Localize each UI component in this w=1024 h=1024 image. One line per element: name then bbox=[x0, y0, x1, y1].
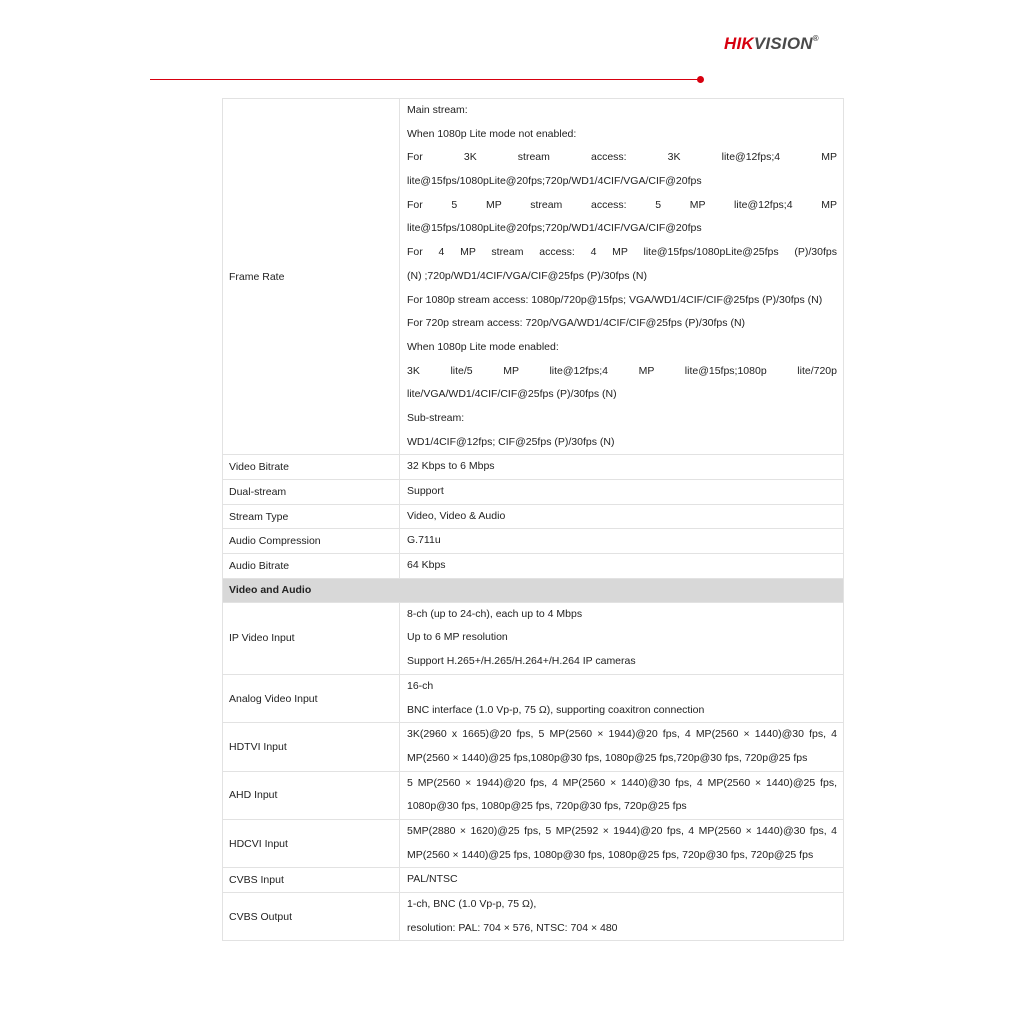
spec-value-line: 5MP(2880 × 1620)@25 fps, 5 MP(2592 × 1944)@20 fps, 4 MP(2560 × 1440)@30 fps, 4 bbox=[407, 824, 837, 837]
spec-value bbox=[400, 893, 844, 941]
spec-value-line: Support H.265+/H.265/H.264+/H.264 IP cameras bbox=[407, 655, 636, 668]
spec-label: Stream Type bbox=[223, 504, 400, 529]
spec-value bbox=[400, 529, 844, 554]
spec-value-line: lite@15fps/1080pLite@20fps;720p/WD1/4CIF/VGA/CIF@20fps bbox=[407, 222, 702, 235]
spec-value-line: 32 Kbps to 6 Mbps bbox=[407, 460, 495, 473]
spec-value-line: G.711u bbox=[407, 534, 441, 547]
spec-row bbox=[223, 674, 844, 722]
spec-value-line: For 5 MP stream access: 5 MP lite@12fps;4 MP bbox=[407, 198, 837, 211]
spec-row bbox=[223, 554, 844, 579]
header-divider bbox=[150, 79, 698, 80]
spec-label: IP Video Input bbox=[223, 602, 400, 674]
spec-row bbox=[223, 723, 844, 771]
section-header: Video and Audio bbox=[223, 578, 844, 602]
spec-row bbox=[223, 868, 844, 893]
spec-row bbox=[223, 480, 844, 505]
spec-value-line: 16-ch bbox=[407, 679, 434, 692]
spec-value-line: resolution: PAL: 704 × 576, NTSC: 704 × 480 bbox=[407, 921, 618, 934]
brand-logo-gray: VISION bbox=[753, 34, 813, 53]
spec-value-line: Main stream: bbox=[407, 104, 468, 116]
spec-value-line: For 1080p stream access: 1080p/720p@15fps; VGA/WD1/4CIF/CIF@25fps (P)/30fps (N) bbox=[407, 293, 823, 306]
spec-value bbox=[400, 819, 844, 867]
spec-row bbox=[223, 455, 844, 480]
spec-value-line: lite@15fps/1080pLite@20fps;720p/WD1/4CIF/VGA/CIF@20fps bbox=[407, 175, 702, 188]
spec-value-line: PAL/NTSC bbox=[407, 873, 458, 886]
registered-mark: ® bbox=[812, 34, 819, 43]
spec-label: Audio Compression bbox=[223, 529, 400, 554]
spec-row bbox=[223, 771, 844, 819]
spec-value-line: 64 Kbps bbox=[407, 559, 446, 572]
spec-value-line: For 4 MP stream access: 4 MP lite@15fps/1080pLite@25fps (P)/30fps bbox=[407, 246, 837, 259]
spec-label: Frame Rate bbox=[223, 99, 400, 455]
spec-value-line: When 1080p Lite mode not enabled: bbox=[407, 127, 577, 140]
spec-value-line: Sub-stream: bbox=[407, 411, 465, 424]
spec-value-line: When 1080p Lite mode enabled: bbox=[407, 340, 559, 353]
spec-label: HDCVI Input bbox=[223, 819, 400, 867]
spec-value bbox=[400, 674, 844, 722]
spec-row bbox=[223, 893, 844, 941]
spec-value bbox=[400, 771, 844, 819]
spec-label: Video Bitrate bbox=[223, 455, 400, 480]
spec-value-line: 1-ch, BNC (1.0 Vp-p, 75 Ω), bbox=[407, 898, 537, 910]
spec-label: Analog Video Input bbox=[223, 674, 400, 722]
spec-value bbox=[400, 480, 844, 505]
spec-value-line: Support bbox=[407, 485, 444, 497]
spec-value-line: WD1/4CIF@12fps; CIF@25fps (P)/30fps (N) bbox=[407, 435, 615, 448]
spec-label: CVBS Input bbox=[223, 868, 400, 893]
spec-value bbox=[400, 723, 844, 771]
spec-value-line: 1080p@30 fps, 1080p@25 fps, 720p@30 fps, 720p@25 fps bbox=[407, 800, 687, 813]
spec-value-line: For 720p stream access: 720p/VGA/WD1/4CIF/CIF@25fps (P)/30fps (N) bbox=[407, 317, 746, 330]
header-divider-dot bbox=[697, 76, 704, 83]
spec-label: Audio Bitrate bbox=[223, 554, 400, 579]
spec-value bbox=[400, 868, 844, 893]
spec-row bbox=[223, 529, 844, 554]
spec-row bbox=[223, 504, 844, 529]
brand-logo bbox=[724, 34, 819, 54]
spec-value-line: (N) ;720p/WD1/4CIF/VGA/CIF@25fps (P)/30fps (N) bbox=[407, 269, 647, 282]
spec-row bbox=[223, 819, 844, 867]
spec-value bbox=[400, 455, 844, 480]
spec-table-body bbox=[223, 99, 844, 941]
spec-value-line: 8-ch (up to 24-ch), each up to 4 Mbps bbox=[407, 607, 583, 620]
section-header-row bbox=[223, 578, 844, 602]
spec-value-line: Up to 6 MP resolution bbox=[407, 631, 508, 644]
spec-label: HDTVI Input bbox=[223, 723, 400, 771]
spec-row bbox=[223, 602, 844, 674]
spec-value bbox=[400, 504, 844, 529]
spec-value-line: Video, Video & Audio bbox=[407, 509, 506, 522]
spec-row bbox=[223, 99, 844, 455]
spec-value-line: 5 MP(2560 × 1944)@20 fps, 4 MP(2560 × 1440)@30 fps, 4 MP(2560 × 1440)@25 fps, bbox=[407, 776, 837, 789]
spec-value bbox=[400, 99, 844, 455]
spec-value-line: BNC interface (1.0 Vp-p, 75 Ω), supporting coaxitron connection bbox=[407, 703, 705, 716]
spec-value-line: 3K lite/5 MP lite@12fps;4 MP lite@15fps;1080p lite/720p bbox=[407, 364, 837, 377]
spec-label: AHD Input bbox=[223, 771, 400, 819]
spec-value bbox=[400, 554, 844, 579]
spec-label: CVBS Output bbox=[223, 893, 400, 941]
spec-value-line: 3K(2960 x 1665)@20 fps, 5 MP(2560 × 1944)@20 fps, 4 MP(2560 × 1440)@30 fps, 4 bbox=[407, 728, 837, 741]
spec-label: Dual-stream bbox=[223, 480, 400, 505]
spec-value bbox=[400, 602, 844, 674]
brand-logo-red: HIK bbox=[724, 34, 754, 53]
spec-value-line: MP(2560 × 1440)@25 fps,1080p@30 fps, 1080p@25 fps,720p@30 fps, 720p@25 fps bbox=[407, 751, 808, 764]
spec-value-line: For 3K stream access: 3K lite@12fps;4 MP bbox=[407, 151, 837, 164]
spec-value-line: MP(2560 × 1440)@25 fps, 1080p@30 fps, 1080p@25 fps, 720p@30 fps, 720p@25 fps bbox=[407, 848, 814, 861]
spec-table bbox=[222, 98, 844, 941]
spec-value-line: lite/VGA/WD1/4CIF/CIF@25fps (P)/30fps (N) bbox=[407, 388, 617, 401]
